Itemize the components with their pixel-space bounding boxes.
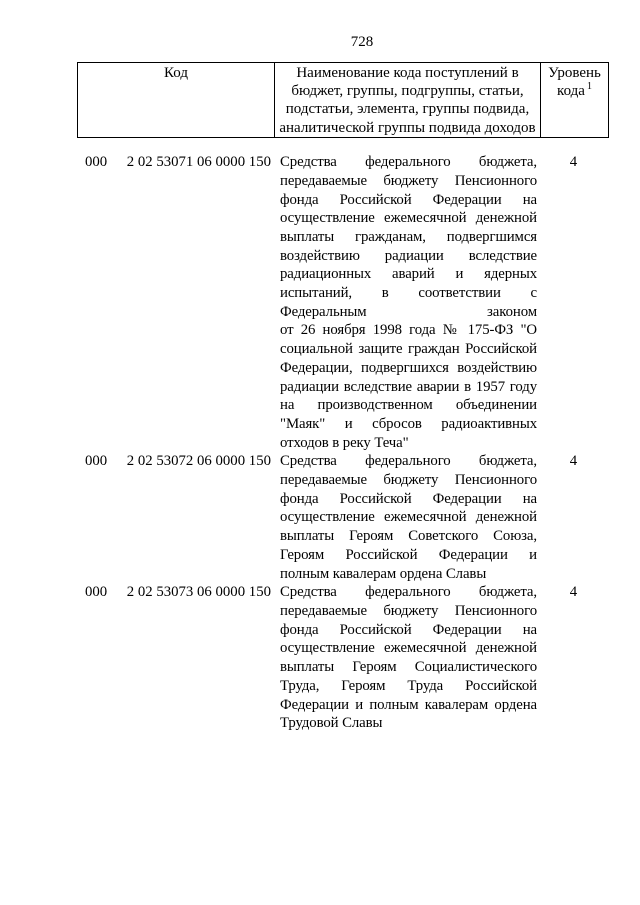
row-name-line: радиационных аварий и ядерных xyxy=(280,266,537,283)
header-name-line: Наименование кода поступлений в xyxy=(296,64,519,81)
row-name-line: фонда Российской Федерации на xyxy=(280,191,537,208)
row-name-line: Федеральным законом xyxy=(280,303,537,320)
row-name-line: Героям Российской Федерации и xyxy=(280,546,537,563)
table-row xyxy=(77,153,609,452)
row-name-line: осуществление ежемесячной денежной xyxy=(280,640,537,657)
row-name-line: социальной защите граждан Российской xyxy=(280,341,537,358)
row-name-line: Федерации и полным кавалерам ордена xyxy=(280,696,537,713)
row-name-line: выплаты гражданам, подвергшимся xyxy=(280,228,537,245)
row-name-line: фонда Российской Федерации на xyxy=(280,490,537,507)
footnote-marker: 1 xyxy=(586,80,592,92)
table-body xyxy=(77,153,609,733)
row-code-cell xyxy=(77,452,274,471)
row-name-line: фонда Российской Федерации на xyxy=(280,621,537,638)
table-header xyxy=(77,62,609,138)
table-row xyxy=(77,452,609,583)
row-name-line: Труда, Героям Труда Российской xyxy=(280,677,537,694)
row-name-cell xyxy=(274,583,540,733)
row-name-line: Средства федерального бюджета, xyxy=(280,453,537,470)
row-budget-code: 2 02 53071 06 0000 150 xyxy=(126,154,271,171)
header-name-line: аналитической группы подвида доходов xyxy=(279,119,536,136)
row-name-line: осуществление ежемесячной денежной xyxy=(280,210,537,227)
row-name-line: воздействию радиации вследствие xyxy=(280,247,537,264)
row-name-line: от 26 ноября 1998 года № 175-ФЗ "О xyxy=(280,322,537,339)
row-name-line: Трудовой Славы xyxy=(280,715,383,732)
row-name-line: выплаты Героям Советского Союза, xyxy=(280,528,537,545)
header-level-word: кода xyxy=(557,82,585,99)
row-name-line: передаваемые бюджету Пенсионного xyxy=(280,172,537,189)
header-cell-name xyxy=(275,63,541,137)
row-name-cell xyxy=(274,153,540,452)
row-name-line: Федерации, подвергшихся воздействию xyxy=(280,359,537,376)
header-cell-code xyxy=(78,63,275,137)
page-number: 728 xyxy=(350,34,374,50)
row-name-line: полным кавалерам ордена Славы xyxy=(280,565,487,582)
header-code-label: Код xyxy=(164,64,188,81)
row-budget-code: 2 02 53072 06 0000 150 xyxy=(126,453,271,470)
row-code-cell xyxy=(77,153,274,172)
row-name-line: Средства федерального бюджета, xyxy=(280,584,537,601)
row-admin-code: 000 xyxy=(85,584,108,601)
row-name-line: отходов в реку Теча" xyxy=(280,434,409,451)
row-budget-code: 2 02 53073 06 0000 150 xyxy=(126,584,271,601)
row-level: 4 xyxy=(569,154,578,171)
row-level: 4 xyxy=(569,453,578,470)
row-code-cell xyxy=(77,583,274,602)
row-name-line: осуществление ежемесячной денежной xyxy=(280,509,537,526)
row-admin-code: 000 xyxy=(85,453,108,470)
row-name-line: испытаний, в соответствии с xyxy=(280,285,537,302)
row-name-line: "Маяк" и сбросов радиоактивных xyxy=(280,415,537,432)
row-admin-code: 000 xyxy=(85,154,108,171)
row-name-line: Средства федерального бюджета, xyxy=(280,154,537,171)
header-name-line: бюджет, группы, подгруппы, статьи, xyxy=(291,82,524,99)
row-name-line: передаваемые бюджету Пенсионного xyxy=(280,472,537,489)
row-name-cell xyxy=(274,452,540,583)
table-row xyxy=(77,583,609,733)
header-name-line: подстатьи, элемента, группы подвида, xyxy=(285,101,530,118)
header-level-line: Уровень xyxy=(548,64,601,81)
row-name-line: на производственном объединении xyxy=(280,397,537,414)
row-name-line: передаваемые бюджету Пенсионного xyxy=(280,603,537,619)
row-level: 4 xyxy=(569,584,578,601)
header-level-line xyxy=(541,82,608,100)
row-name-line: радиации вследствие аварии в 1957 году xyxy=(280,378,537,395)
row-name-line: выплаты Героям Социалистического xyxy=(280,659,537,676)
header-cell-level xyxy=(541,63,608,137)
